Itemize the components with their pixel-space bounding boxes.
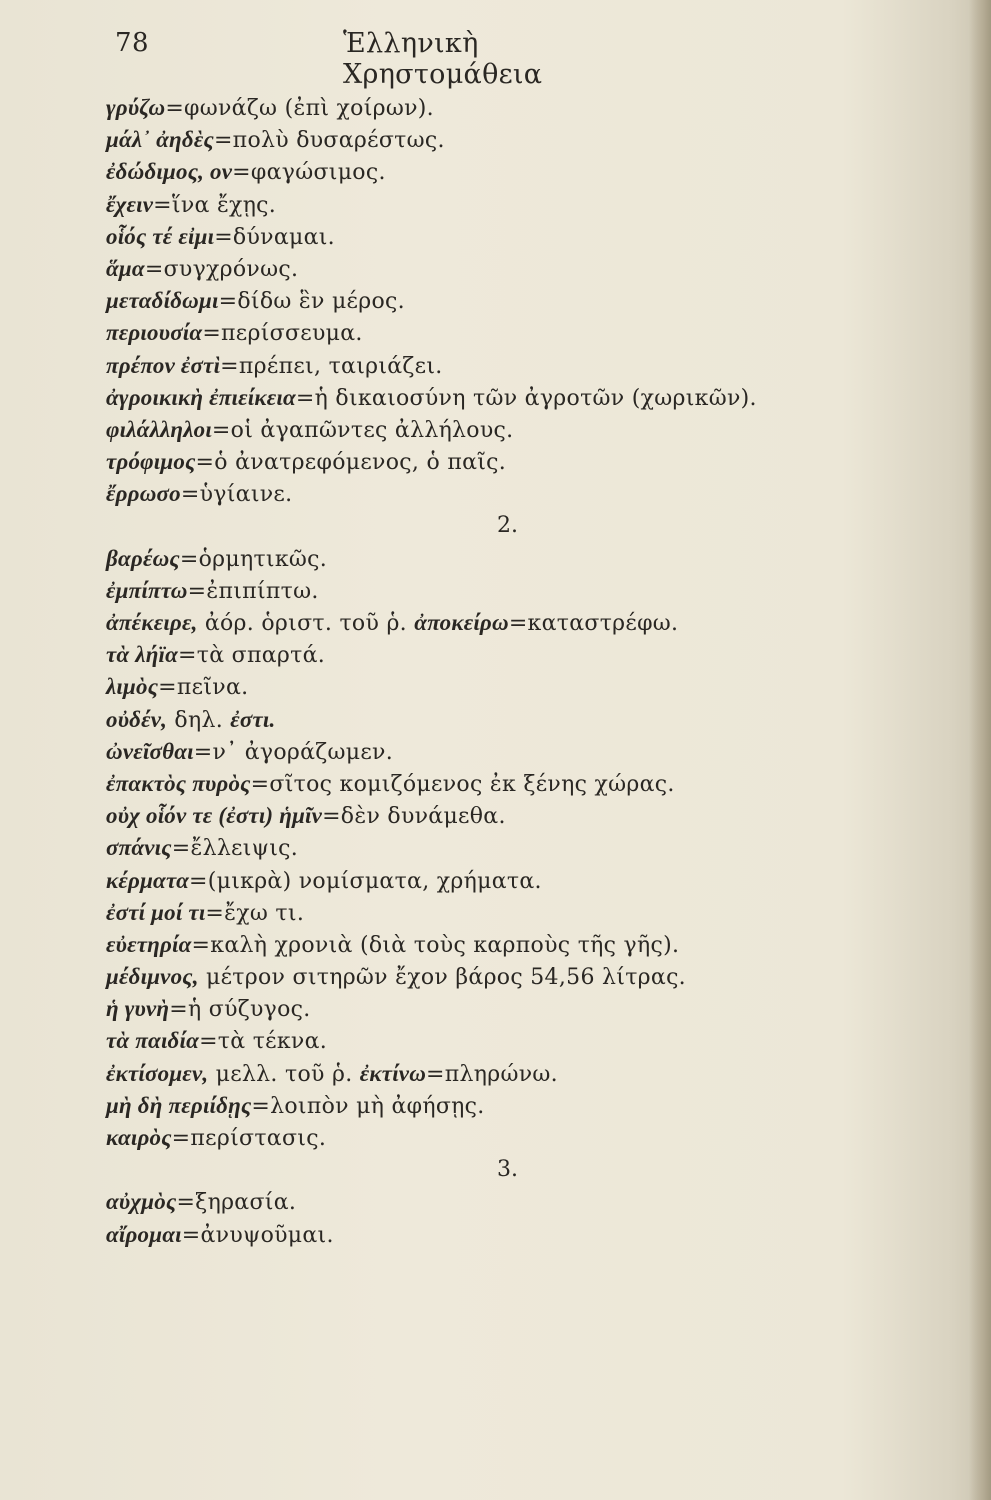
- glossary-term: ἀγροικικὴ ἐπιείκεια: [106, 384, 296, 410]
- glossary-term: εὐετηρία: [106, 931, 192, 957]
- glossary-term: μέδιμνος,: [106, 964, 199, 990]
- glossary-entry: [106, 865, 866, 897]
- glossary-term: ἐπακτὸς πυρὸς: [106, 770, 251, 796]
- glossary-term: ἐμπίπτω: [106, 577, 188, 603]
- glossary-section-3: [106, 1186, 866, 1250]
- section-number-2: 2.: [497, 513, 518, 539]
- glossary-entry: [106, 317, 866, 349]
- glossary-definition: =ξηρασία.: [176, 1190, 297, 1216]
- glossary-term: ἐστί μοί τι: [106, 899, 206, 925]
- glossary-definition-secondary: =καταστρέφω.: [508, 611, 679, 636]
- glossary-definition: =(μικρὰ) νομίσματα, χρήματα.: [189, 868, 542, 894]
- glossary-term: μεταδίδωμι: [106, 288, 219, 314]
- glossary-definition: =περίσσευμα.: [202, 321, 363, 347]
- glossary-definition: =περίστασις.: [171, 1126, 327, 1151]
- glossary-definition: =ἐπιπίπτω.: [187, 578, 319, 604]
- glossary-definition: μελλ. τοῦ ῥ.: [208, 1061, 360, 1087]
- glossary-entry: [106, 1122, 866, 1154]
- glossary-term: κέρματα: [106, 867, 189, 893]
- glossary-definition: =πεῖνα.: [158, 675, 249, 701]
- page-number: 78: [115, 28, 150, 58]
- glossary-definition: =δίδω ἓν μέρος.: [218, 289, 405, 315]
- glossary-definition: =ὁ ἀνατρεφόμενος, ὁ παῖς.: [195, 450, 507, 476]
- glossary-term: περιουσία: [106, 320, 203, 346]
- glossary-entry: [106, 639, 866, 671]
- glossary-term: μὴ δὴ περιίδῃς: [106, 1092, 252, 1118]
- glossary-definition: μέτρον σιτηρῶν ἔχον βάρος 54,56 λίτρας.: [198, 965, 686, 991]
- glossary-entry: [106, 382, 866, 414]
- glossary-term: τὰ παιδία: [106, 1028, 200, 1054]
- glossary-entry: [106, 704, 866, 736]
- glossary-term: ἔχειν: [106, 191, 154, 217]
- glossary-term-secondary: ἀποκείρω: [414, 610, 509, 635]
- glossary-term: ἀπέκειρε,: [106, 610, 198, 635]
- glossary-entry: [106, 350, 866, 382]
- glossary-definition: =οἱ ἀγαπῶντες ἀλλήλους.: [211, 417, 514, 443]
- glossary-definition: =σῖτος κομιζόμενος ἐκ ξένης χώρας.: [250, 771, 675, 797]
- glossary-definition: δηλ.: [167, 707, 231, 733]
- glossary-definition: =φωνάζω (ἐπὶ χοίρων).: [165, 96, 434, 121]
- glossary-entry: [106, 1219, 866, 1251]
- glossary-entry: [106, 929, 866, 961]
- glossary-definition: =πολὺ δυσαρέστως.: [213, 128, 445, 154]
- glossary-entry: [106, 993, 866, 1025]
- glossary-definition: ἀόρ. ὁριστ. τοῦ ῥ.: [197, 611, 415, 636]
- glossary-entry: [106, 1186, 866, 1218]
- glossary-term: καιρὸς: [106, 1125, 172, 1150]
- glossary-definition: =ἔχω τι.: [205, 900, 305, 926]
- glossary-term: φιλάλληλοι: [106, 416, 212, 442]
- glossary-entry: [106, 156, 866, 188]
- glossary-entry: [106, 446, 866, 478]
- glossary-entry: [106, 575, 866, 607]
- glossary-definition: =συγχρόνως.: [144, 256, 299, 282]
- glossary-term: ἐδώδιμος, ον: [106, 159, 233, 185]
- glossary-term: πρέπον ἐστὶ: [106, 352, 221, 378]
- glossary-term: γρύζω: [106, 95, 166, 120]
- glossary-definition: =ὁρμητικῶς.: [179, 546, 328, 572]
- glossary-section-1: [106, 92, 866, 510]
- glossary-definition: =καλὴ χρονιὰ (διὰ τοὺς καρποὺς τῆς γῆς).: [191, 932, 680, 958]
- running-head: [115, 28, 675, 90]
- glossary-entry: [106, 1025, 866, 1057]
- glossary-definition: =ἔλλειψις.: [171, 836, 299, 862]
- glossary-term: ἐκτίσομεν,: [106, 1060, 209, 1086]
- glossary-definition: =ἵνα ἔχῃς.: [153, 192, 277, 218]
- glossary-entry: [106, 253, 866, 285]
- glossary-entry: [106, 1058, 866, 1090]
- glossary-term: οὐχ οἷόν τε (ἐστι) ἡμῖν: [106, 803, 323, 829]
- section-number-3: 3.: [497, 1157, 518, 1183]
- glossary-definition: =ὑγίαινε.: [180, 482, 293, 508]
- glossary-entry: [106, 189, 866, 221]
- glossary-entry: [106, 92, 866, 124]
- glossary-entry: [106, 285, 866, 317]
- glossary-entry: [106, 478, 866, 510]
- glossary-definition-secondary: =πληρώνω.: [426, 1061, 558, 1087]
- glossary-term: λιμὸς: [106, 674, 159, 700]
- glossary-term: αὐχμὸς: [106, 1189, 177, 1215]
- glossary-entry: [106, 736, 866, 768]
- glossary-term: αἴρομαι: [106, 1221, 182, 1247]
- glossary-definition: =δὲν δυνάμεθα.: [322, 804, 506, 830]
- book-title: Ἑλληνικὴ Χρηστομάθεια: [343, 28, 543, 90]
- glossary: [106, 92, 866, 1251]
- glossary-term: σπάνις: [106, 835, 172, 861]
- glossary-term: βαρέως: [106, 545, 180, 571]
- glossary-definition: =τὰ σπαρτά.: [178, 643, 326, 669]
- glossary-section-2: [106, 543, 866, 1155]
- glossary-term: ἡ γυνὴ: [106, 996, 170, 1022]
- glossary-entry: [106, 607, 866, 639]
- glossary-definition: =πρέπει, ταιριάζει.: [220, 353, 443, 379]
- glossary-entry: [106, 671, 866, 703]
- glossary-entry: [106, 832, 866, 864]
- glossary-definition: =ἡ σύζυγος.: [169, 997, 311, 1023]
- glossary-entry: [106, 768, 866, 800]
- glossary-entry: [106, 221, 866, 253]
- glossary-entry: [106, 800, 866, 832]
- glossary-term: τρόφιμος: [106, 449, 196, 475]
- glossary-entry: [106, 1090, 866, 1122]
- glossary-term-secondary: ἐστι.: [230, 706, 276, 732]
- glossary-entry: [106, 124, 866, 156]
- glossary-term-secondary: ἐκτίνω: [359, 1060, 427, 1086]
- glossary-term: ἔρρωσο: [106, 481, 181, 507]
- glossary-entry: [106, 543, 866, 575]
- glossary-entry: [106, 897, 866, 929]
- glossary-term: τὰ λήϊα: [106, 642, 179, 668]
- glossary-definition: =ἡ δικαιοσύνη τῶν ἀγροτῶν (χωρικῶν).: [295, 385, 757, 411]
- glossary-definition: =φαγώσιμος.: [232, 160, 386, 186]
- glossary-definition: =τὰ τέκνα.: [199, 1029, 328, 1055]
- page-edge-shadow: [969, 0, 991, 1500]
- glossary-definition: =λοιπὸν μὴ ἀφήσῃς.: [251, 1093, 485, 1119]
- glossary-entry: [106, 414, 866, 446]
- glossary-definition: =ν᾽ ἀγοράζωμεν.: [193, 739, 393, 765]
- glossary-entry: [106, 961, 866, 993]
- glossary-term: ὠνεῖσθαι: [106, 738, 194, 764]
- glossary-definition: =ἀνυψοῦμαι.: [181, 1222, 334, 1248]
- glossary-definition: =δύναμαι.: [214, 224, 335, 250]
- glossary-term: οἷός τέ εἰμι: [106, 223, 215, 249]
- glossary-term: μάλ᾽ ἀηδὲς: [106, 127, 214, 153]
- glossary-term: ἅμα: [106, 255, 145, 281]
- glossary-term: οὐδέν,: [106, 706, 168, 732]
